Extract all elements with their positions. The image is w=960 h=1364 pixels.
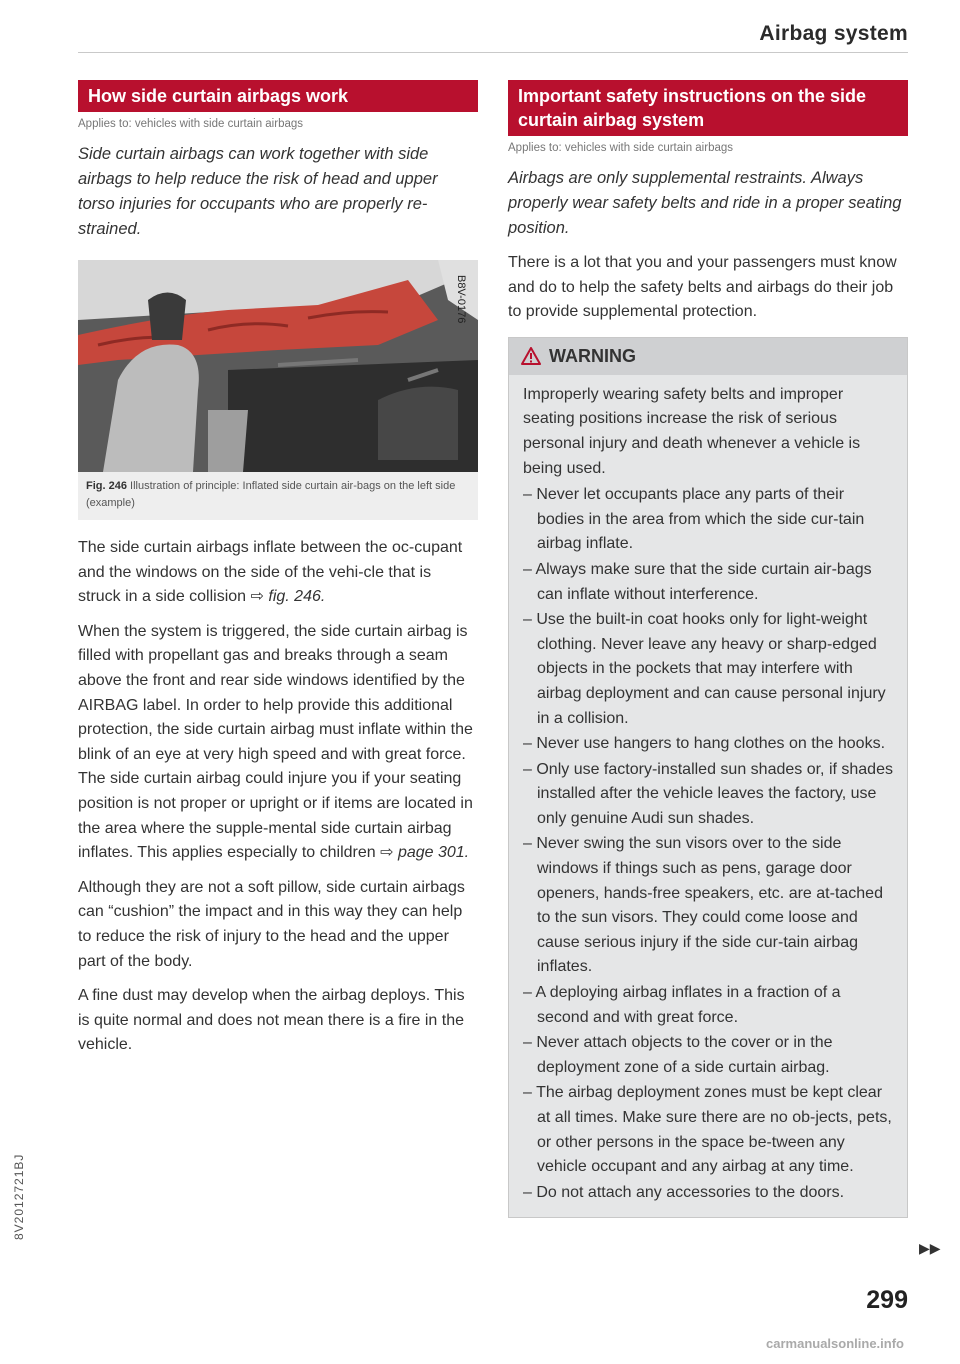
- watermark: carmanualsonline.info: [766, 1336, 904, 1351]
- paragraph-1-text: The side curtain airbags inflate between the oc-cupant and the windows on the side of the vehi-cle that is struck in a side collision: [78, 539, 463, 606]
- figure-code: B8V-0176: [455, 275, 467, 324]
- section-title-side-curtain-work: How side curtain airbags work: [78, 80, 478, 112]
- paragraph-3: Although they are not a soft pillow, side curtain airbags can “cushion” the impact and in this way they can help to reduce the risk of injury to the head and the upper part of the body.: [78, 878, 465, 970]
- figure-caption: [78, 472, 478, 520]
- applies-to-note: Applies to: vehicles with side curtain airbags: [78, 118, 304, 130]
- warning-item: – Always make sure that the side curtain air-bags can inflate without interference.: [523, 558, 893, 607]
- paragraph-right-1: There is a lot that you and your passengers must know and do to help the safety belts and airbags do their job to provide supplemental protection.: [508, 254, 897, 321]
- airbag-illustration: [78, 260, 478, 472]
- intro-text: Side curtain airbags can work together with side airbags to help reduce the risk of head and upper torso injuries for occupants who are properly re-strained.: [78, 145, 438, 238]
- warning-item: – Use the built-in coat hooks only for light-weight clothing. Never leave any heavy or sharp-edged objects in the pockets that may interfere with airbag deployment and can cause personal injury in a collision.: [523, 608, 893, 731]
- left-column: [78, 80, 478, 1058]
- intro-text-right: Airbags are only supplemental restraints. Always properly wear safety belts and ride in a proper seating position.: [508, 169, 902, 237]
- paragraph-1: [78, 536, 478, 610]
- warning-item: – Never attach objects to the cover or in the deployment zone of a side curtain airbag.: [523, 1031, 893, 1080]
- warning-title: WARNING: [549, 345, 636, 366]
- warning-box: [508, 337, 908, 1219]
- warning-item: – Never use hangers to hang clothes on the hooks.: [523, 732, 893, 757]
- warning-item: – Never let occupants place any parts of their bodies in the area from which the side cur-tain airbag inflate.: [523, 483, 893, 557]
- continue-arrow-icon[interactable]: ▶▶: [919, 1240, 941, 1256]
- right-column: [508, 80, 908, 1218]
- paragraph-2: [78, 620, 478, 866]
- warning-body: [509, 375, 907, 1218]
- warning-item: – Never swing the sun visors over to the side windows if things such as pens, garage door openers, hands-free speakers, etc. are at-tached to the sun visors. They could come loose and cause serious injury if the side cur-tain airbag inflates.: [523, 832, 893, 980]
- header-rule: [78, 52, 908, 53]
- chapter-title: Airbag system: [759, 22, 908, 45]
- warning-item: – Do not attach any accessories to the doors.: [523, 1181, 893, 1206]
- warning-intro: Improperly wearing safety belts and improper seating positions increase the risk of serious personal injury and death whenever a vehicle is being used.: [523, 385, 861, 477]
- paragraph-2-text: When the system is triggered, the side curtain airbag is filled with propellant gas and breaks through a seam above the front and rear side windows identified by the AIRBAG label. In order to help provide this additional protection, the side curtain airbag must inflate within the blink of an eye at very high speed and with great force. The side curtain airbag could injure you if your seating position is not proper or upright or if items are located in the area where the supple-mental side curtain airbag inflates. This applies especially to children: [78, 622, 473, 862]
- page-reference-link[interactable]: ⇨ page 301.: [380, 844, 470, 862]
- page-number: 299: [866, 1286, 908, 1314]
- figure-246: [78, 260, 478, 520]
- paragraph-4: A fine dust may develop when the airbag deploys. This is quite normal and does not mean there is a fire in the vehicle.: [78, 987, 465, 1054]
- figure-label: Fig. 246: [86, 480, 127, 492]
- section-title-safety-instructions: Important safety instructions on the side curtain airbag system: [508, 80, 908, 136]
- warning-item: – The airbag deployment zones must be kept clear at all times. Make sure there are no ob-jects, pets, or other persons in the space be-tween any vehicle occupant and any airbag at any time.: [523, 1081, 893, 1179]
- warning-list: [523, 483, 893, 1205]
- warning-triangle-icon: [521, 347, 541, 365]
- warning-item: – A deploying airbag inflates in a fraction of a second and with great force.: [523, 981, 893, 1030]
- figure-caption-text: Illustration of principle: Inflated side curtain air-bags on the left side (example): [86, 480, 456, 509]
- applies-to-note-right: Applies to: vehicles with side curtain airbags: [508, 142, 734, 154]
- warning-item: – Only use factory-installed sun shades or, if shades installed after the vehicle leaves the factory, use only genuine Audi sun shades.: [523, 758, 893, 832]
- document-code: 8V2012721BJ: [12, 1153, 26, 1240]
- fig-reference-link[interactable]: ⇨ fig. 246.: [250, 588, 326, 606]
- warning-header: [509, 338, 907, 375]
